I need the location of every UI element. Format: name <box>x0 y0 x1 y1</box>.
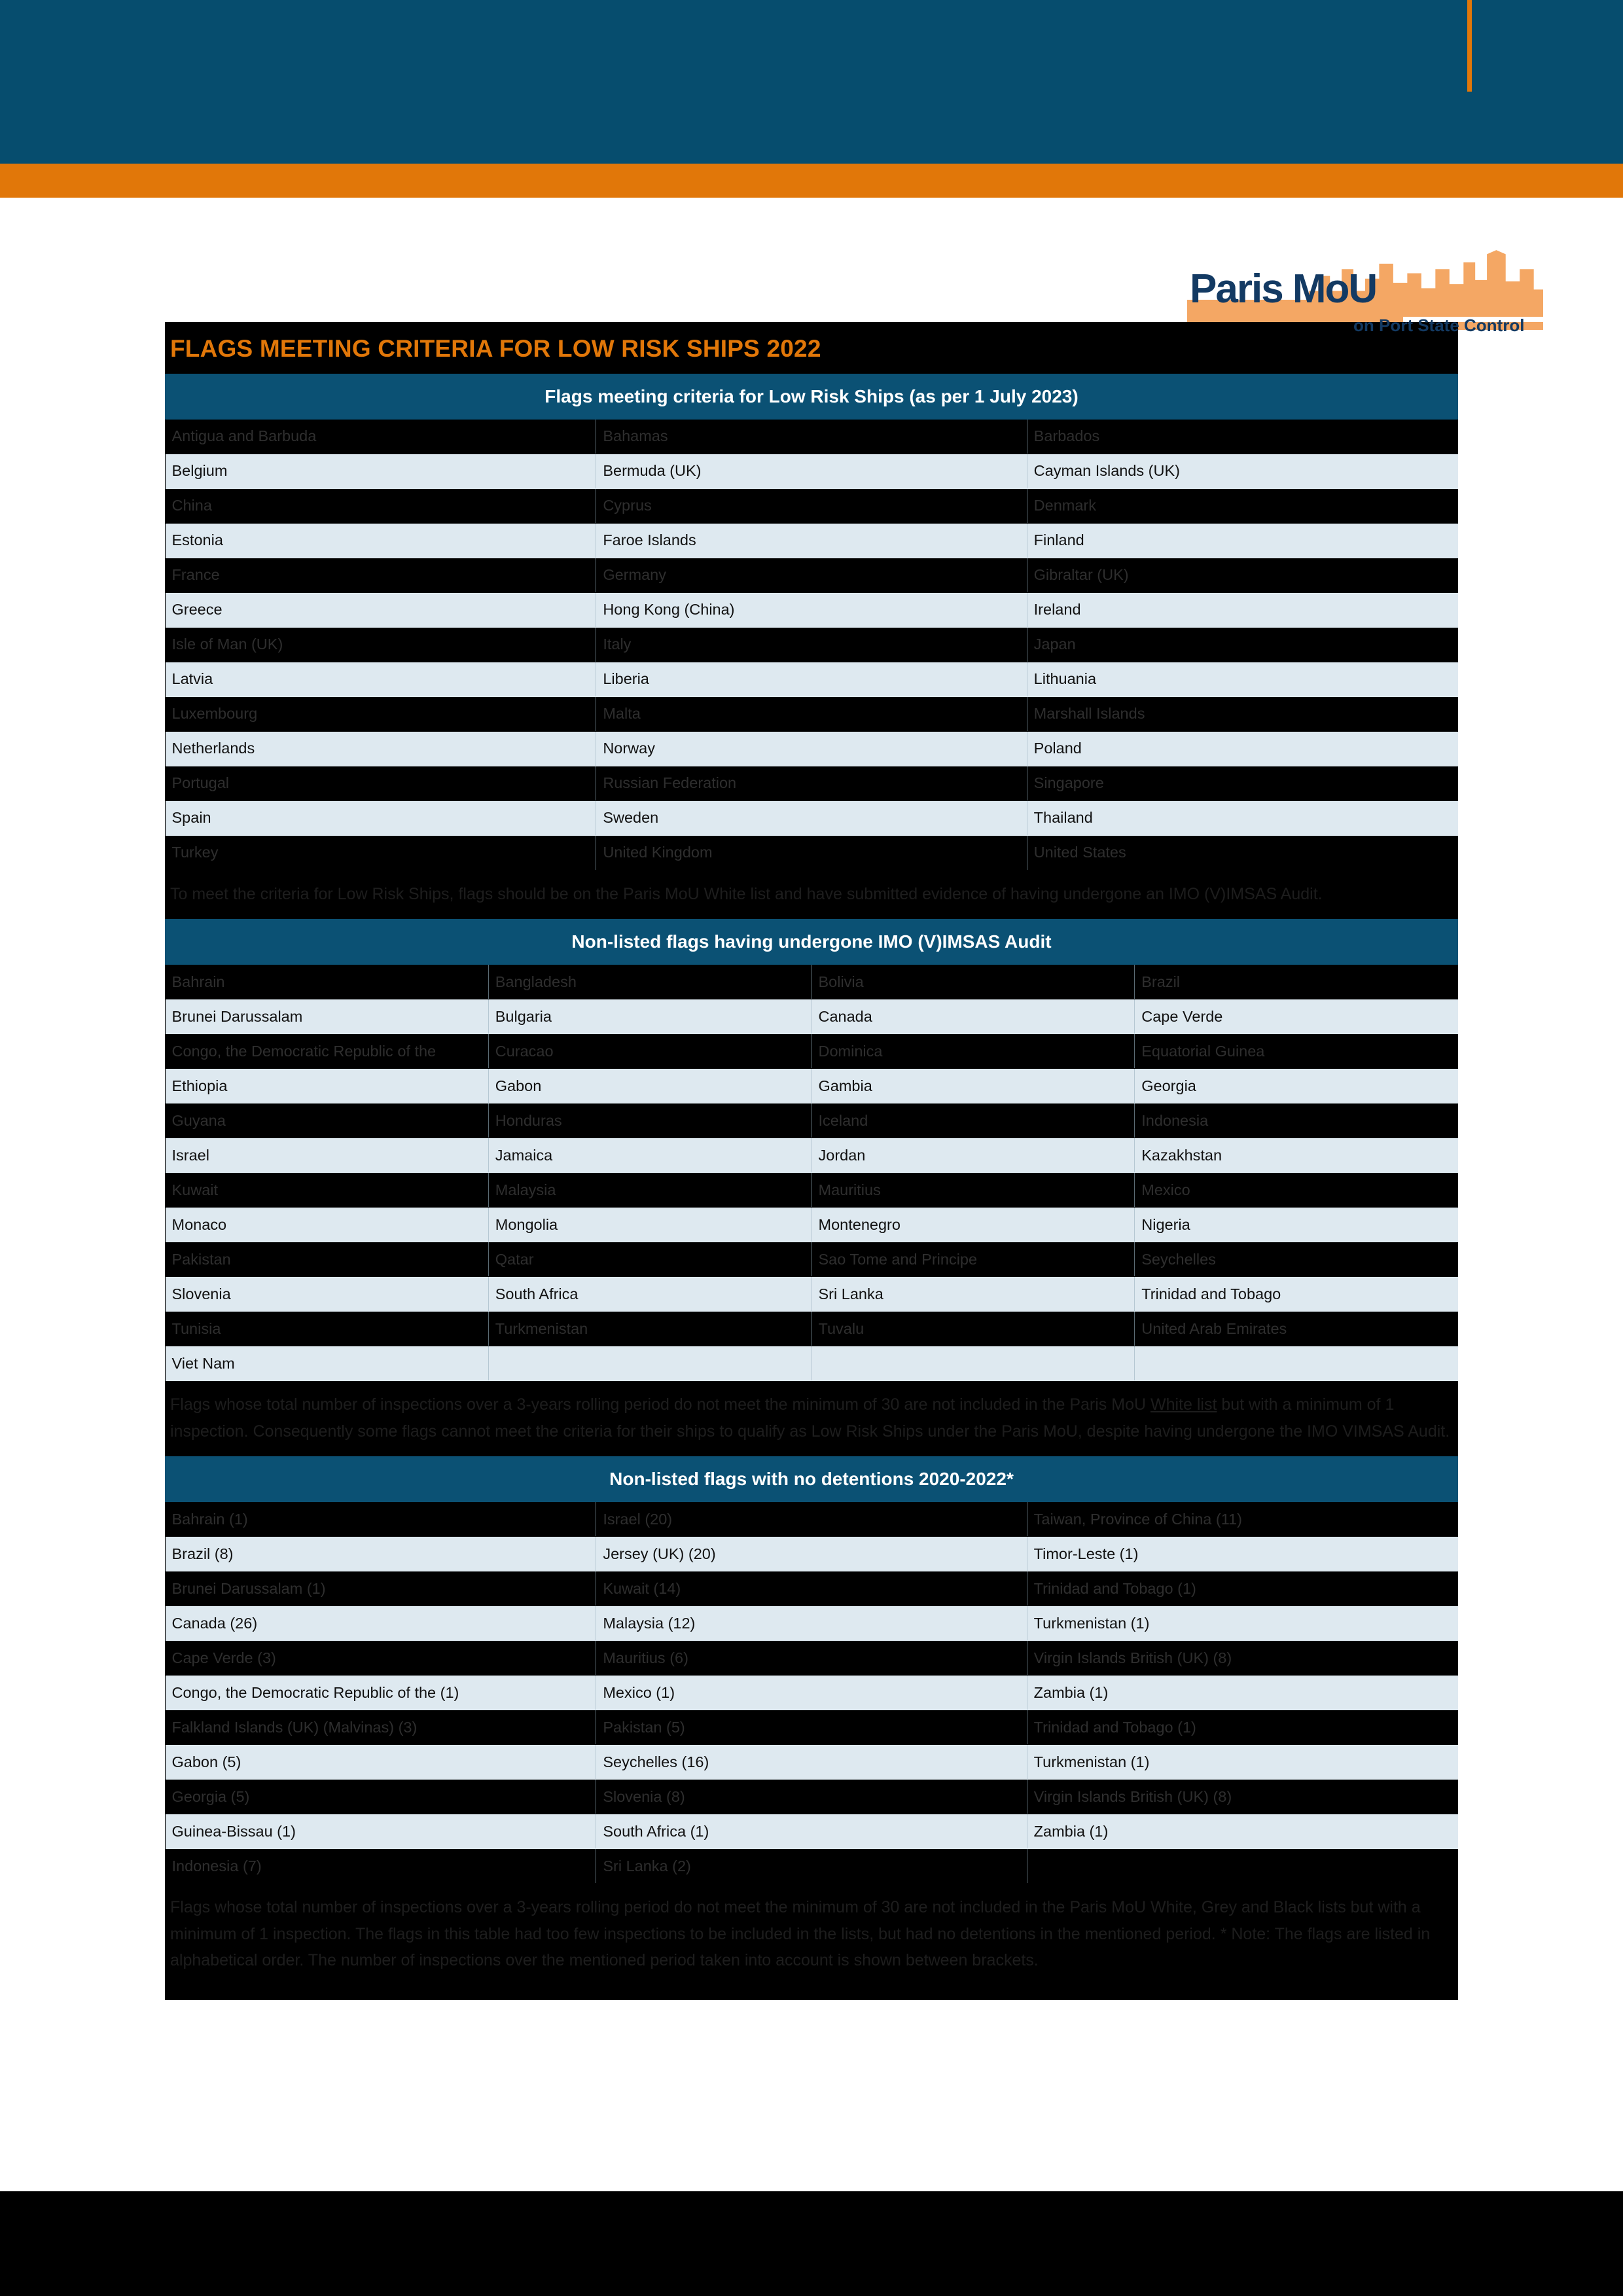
table-cell: Trinidad and Tobago (1) <box>1027 1571 1457 1606</box>
table-row <box>166 1103 1458 1138</box>
paragraph-part-2: but with a minimum of 1 inspection. Consequently some flags cannot meet the criteria for their ships to qualify as Low Risk Ships under the Paris MoU, despite having undergone the IMO VIMSAS Audit. <box>170 1395 1450 1441</box>
table-cell: Indonesia <box>1135 1103 1458 1138</box>
table-cell: Zambia (1) <box>1027 1814 1457 1849</box>
table-row <box>166 965 1458 999</box>
table-cell: Indonesia (7) <box>166 1849 596 1884</box>
table-row <box>166 1242 1458 1277</box>
table-cell: Turkey <box>166 835 596 870</box>
table-cell: Bermuda (UK) <box>596 454 1027 488</box>
table-cell: Kazakhstan <box>1135 1138 1458 1173</box>
table-cell: Malaysia (12) <box>596 1606 1027 1641</box>
table-cell: Tunisia <box>166 1312 489 1346</box>
table-cell: Germany <box>596 558 1027 592</box>
white-list-link[interactable]: White list <box>1150 1395 1217 1414</box>
table-cell: United Kingdom <box>596 835 1027 870</box>
table-cell: Gabon <box>488 1069 812 1103</box>
table-cell: Estonia <box>166 523 596 558</box>
table-cell: Mauritius (6) <box>596 1641 1027 1676</box>
table-cell: Netherlands <box>166 731 596 766</box>
table-cell: Bangladesh <box>488 965 812 999</box>
table-row <box>166 1312 1458 1346</box>
table-cell: Sao Tome and Principe <box>812 1242 1135 1277</box>
table-row <box>166 558 1458 592</box>
table-cell: Israel <box>166 1138 489 1173</box>
table-cell: Curacao <box>488 1034 812 1069</box>
table-cell: Sri Lanka <box>812 1277 1135 1312</box>
table3-body <box>166 1502 1458 1884</box>
table-cell: Mexico (1) <box>596 1676 1027 1710</box>
table-cell: Seychelles <box>1135 1242 1458 1277</box>
table-cell: Congo, the Democratic Republic of the (1) <box>166 1676 596 1710</box>
table-row <box>166 523 1458 558</box>
table-row <box>166 800 1458 835</box>
table-cell: Georgia <box>1135 1069 1458 1103</box>
table-cell: Zambia (1) <box>1027 1676 1457 1710</box>
table-cell: Gibraltar (UK) <box>1027 558 1457 592</box>
table-row <box>166 1710 1458 1745</box>
table-row <box>166 1745 1458 1780</box>
table-cell: Mauritius <box>812 1173 1135 1208</box>
table-row <box>166 1676 1458 1710</box>
table-cell: Kuwait <box>166 1173 489 1208</box>
table-row <box>166 1173 1458 1208</box>
header-orange-tick-mark <box>1467 0 1472 92</box>
table-cell: Dominica <box>812 1034 1135 1069</box>
table-cell: Cape Verde (3) <box>166 1641 596 1676</box>
content-block <box>165 322 1458 2000</box>
table-cell: Guyana <box>166 1103 489 1138</box>
table-cell: Faroe Islands <box>596 523 1027 558</box>
table-cell: Luxembourg <box>166 696 596 731</box>
table-cell: Pakistan <box>166 1242 489 1277</box>
table-no-detentions-flags <box>165 1456 1458 1884</box>
table-cell: Pakistan (5) <box>596 1710 1027 1745</box>
table-cell: Jamaica <box>488 1138 812 1173</box>
logo-subtitle: on Port State Control <box>1353 315 1525 335</box>
table-row <box>166 1069 1458 1103</box>
footer-black-band <box>0 2191 1623 2296</box>
table-cell: Mexico <box>1135 1173 1458 1208</box>
table1-body <box>166 419 1458 870</box>
table-cell: Nigeria <box>1135 1208 1458 1242</box>
table-cell: Spain <box>166 800 596 835</box>
paragraph-low-risk-criteria: To meet the criteria for Low Risk Ships, flags should be on the Paris MoU White list and have submitted evidence of having undergone an IMO (V)IMSAS Audit. <box>165 870 1458 920</box>
table-cell: Denmark <box>1027 488 1457 523</box>
table-header-row <box>166 920 1458 965</box>
table-cell: Cyprus <box>596 488 1027 523</box>
table-cell: Ireland <box>1027 592 1457 627</box>
table-row <box>166 1814 1458 1849</box>
table-row <box>166 1502 1458 1537</box>
table-cell: Timor-Leste (1) <box>1027 1537 1457 1571</box>
table-row <box>166 1606 1458 1641</box>
table2-heading: Non-listed flags having undergone IMO (V)IMSAS Audit <box>166 920 1458 965</box>
table-cell <box>1135 1346 1458 1381</box>
table-header-row <box>166 1457 1458 1502</box>
table-cell: Cayman Islands (UK) <box>1027 454 1457 488</box>
table-row <box>166 1641 1458 1676</box>
page-title: FLAGS MEETING CRITERIA FOR LOW RISK SHIPS 2022 <box>170 335 821 362</box>
table-cell: Taiwan, Province of China (11) <box>1027 1502 1457 1537</box>
table-cell: Bahamas <box>596 419 1027 454</box>
table-cell: Slovenia (8) <box>596 1780 1027 1814</box>
table-cell: Gabon (5) <box>166 1745 596 1780</box>
table-cell: Bahrain <box>166 965 489 999</box>
table-cell: Brunei Darussalam <box>166 999 489 1034</box>
table-cell: Brunei Darussalam (1) <box>166 1571 596 1606</box>
table-cell: Canada (26) <box>166 1606 596 1641</box>
table-cell: Poland <box>1027 731 1457 766</box>
table-row <box>166 488 1458 523</box>
table-cell: Monaco <box>166 1208 489 1242</box>
table-row <box>166 1780 1458 1814</box>
table-cell: Guinea-Bissau (1) <box>166 1814 596 1849</box>
table-row <box>166 696 1458 731</box>
table-header-row <box>166 374 1458 419</box>
table-cell: Virgin Islands British (UK) (8) <box>1027 1780 1457 1814</box>
table-cell: Sri Lanka (2) <box>596 1849 1027 1884</box>
table2-body <box>166 965 1458 1381</box>
table-low-risk-flags <box>165 374 1458 870</box>
table-row <box>166 766 1458 800</box>
table-cell: Trinidad and Tobago <box>1135 1277 1458 1312</box>
table-cell: Congo, the Democratic Republic of the <box>166 1034 489 1069</box>
table-cell: China <box>166 488 596 523</box>
table-cell: Tuvalu <box>812 1312 1135 1346</box>
table-cell: Gambia <box>812 1069 1135 1103</box>
table-cell: Honduras <box>488 1103 812 1138</box>
table-vimsas-audit-flags <box>165 919 1458 1381</box>
table-cell: United Arab Emirates <box>1135 1312 1458 1346</box>
table-cell: Japan <box>1027 627 1457 662</box>
table-row <box>166 1208 1458 1242</box>
table-cell: Bahrain (1) <box>166 1502 596 1537</box>
table-cell: Ethiopia <box>166 1069 489 1103</box>
paragraph-part-1: Flags whose total number of inspections over a 3-years rolling period do not meet the minimum of 30 are not included in the Paris MoU <box>170 1395 1150 1414</box>
table-cell: Qatar <box>488 1242 812 1277</box>
table-cell: Kuwait (14) <box>596 1571 1027 1606</box>
table-cell <box>488 1346 812 1381</box>
table-cell: Brazil <box>1135 965 1458 999</box>
table-cell: Isle of Man (UK) <box>166 627 596 662</box>
table-row <box>166 731 1458 766</box>
table-row <box>166 662 1458 696</box>
table-cell: Brazil (8) <box>166 1537 596 1571</box>
table-row <box>166 1346 1458 1381</box>
table3-heading: Non-listed flags with no detentions 2020-2022* <box>166 1457 1458 1502</box>
table-cell: Singapore <box>1027 766 1457 800</box>
table-cell: Equatorial Guinea <box>1135 1034 1458 1069</box>
table-cell: Mongolia <box>488 1208 812 1242</box>
table-cell: Georgia (5) <box>166 1780 596 1814</box>
table-row <box>166 1849 1458 1884</box>
table-row <box>166 1138 1458 1173</box>
table-cell: Russian Federation <box>596 766 1027 800</box>
table-cell: Israel (20) <box>596 1502 1027 1537</box>
table-cell: Slovenia <box>166 1277 489 1312</box>
table-cell <box>1027 1849 1457 1884</box>
table-row <box>166 1277 1458 1312</box>
table-cell <box>812 1346 1135 1381</box>
table-cell: Bolivia <box>812 965 1135 999</box>
table-cell: Lithuania <box>1027 662 1457 696</box>
table-row <box>166 835 1458 870</box>
table-cell: Greece <box>166 592 596 627</box>
table-cell: Canada <box>812 999 1135 1034</box>
table-row <box>166 1571 1458 1606</box>
table-cell: Portugal <box>166 766 596 800</box>
paragraph-no-detentions-note: Flags whose total number of inspections over a 3-years rolling period do not meet the minimum of 30 are not included in the Paris MoU White, Grey and Black lists but with a minimum of 1 inspection. The flags in this table had too few inspections to be included in the lists, but had no detentions in the mentioned period. * Note: The flags are listed in alphabetical order. The number of inspections over the mentioned period taken into account is shown between brackets. <box>165 1884 1458 2000</box>
table-cell: Hong Kong (China) <box>596 592 1027 627</box>
table-cell: France <box>166 558 596 592</box>
table-cell: South Africa <box>488 1277 812 1312</box>
logo-title: Paris MoU <box>1190 266 1377 312</box>
table-cell: Virgin Islands British (UK) (8) <box>1027 1641 1457 1676</box>
table-cell: Barbados <box>1027 419 1457 454</box>
table-cell: Turkmenistan <box>488 1312 812 1346</box>
table-row <box>166 1537 1458 1571</box>
table-cell: Cape Verde <box>1135 999 1458 1034</box>
table-cell: Malta <box>596 696 1027 731</box>
table-cell: Norway <box>596 731 1027 766</box>
table1-heading: Flags meeting criteria for Low Risk Ships (as per 1 July 2023) <box>166 374 1458 419</box>
table-cell: Trinidad and Tobago (1) <box>1027 1710 1457 1745</box>
table-cell: Antigua and Barbuda <box>166 419 596 454</box>
table-row <box>166 1034 1458 1069</box>
table-cell: Sweden <box>596 800 1027 835</box>
table-cell: United States <box>1027 835 1457 870</box>
table-cell: Turkmenistan (1) <box>1027 1606 1457 1641</box>
table-cell: Belgium <box>166 454 596 488</box>
table-row <box>166 999 1458 1034</box>
table-row <box>166 627 1458 662</box>
table-cell: Viet Nam <box>166 1346 489 1381</box>
table-cell: South Africa (1) <box>596 1814 1027 1849</box>
table-cell: Finland <box>1027 523 1457 558</box>
table-cell: Jordan <box>812 1138 1135 1173</box>
table-cell: Bulgaria <box>488 999 812 1034</box>
table-row <box>166 419 1458 454</box>
paragraph-inspections-note <box>165 1381 1458 1456</box>
paris-mou-logo <box>1164 242 1543 334</box>
table-cell: Liberia <box>596 662 1027 696</box>
header-blue-band <box>0 0 1623 164</box>
table-cell: Seychelles (16) <box>596 1745 1027 1780</box>
table-cell: Malaysia <box>488 1173 812 1208</box>
table-row <box>166 592 1458 627</box>
table-cell: Italy <box>596 627 1027 662</box>
header-orange-band <box>0 164 1623 198</box>
table-cell: Marshall Islands <box>1027 696 1457 731</box>
table-cell: Latvia <box>166 662 596 696</box>
table-cell: Iceland <box>812 1103 1135 1138</box>
table-cell: Thailand <box>1027 800 1457 835</box>
table-cell: Falkland Islands (UK) (Malvinas) (3) <box>166 1710 596 1745</box>
table-cell: Jersey (UK) (20) <box>596 1537 1027 1571</box>
table-cell: Turkmenistan (1) <box>1027 1745 1457 1780</box>
table-cell: Montenegro <box>812 1208 1135 1242</box>
table-row <box>166 454 1458 488</box>
